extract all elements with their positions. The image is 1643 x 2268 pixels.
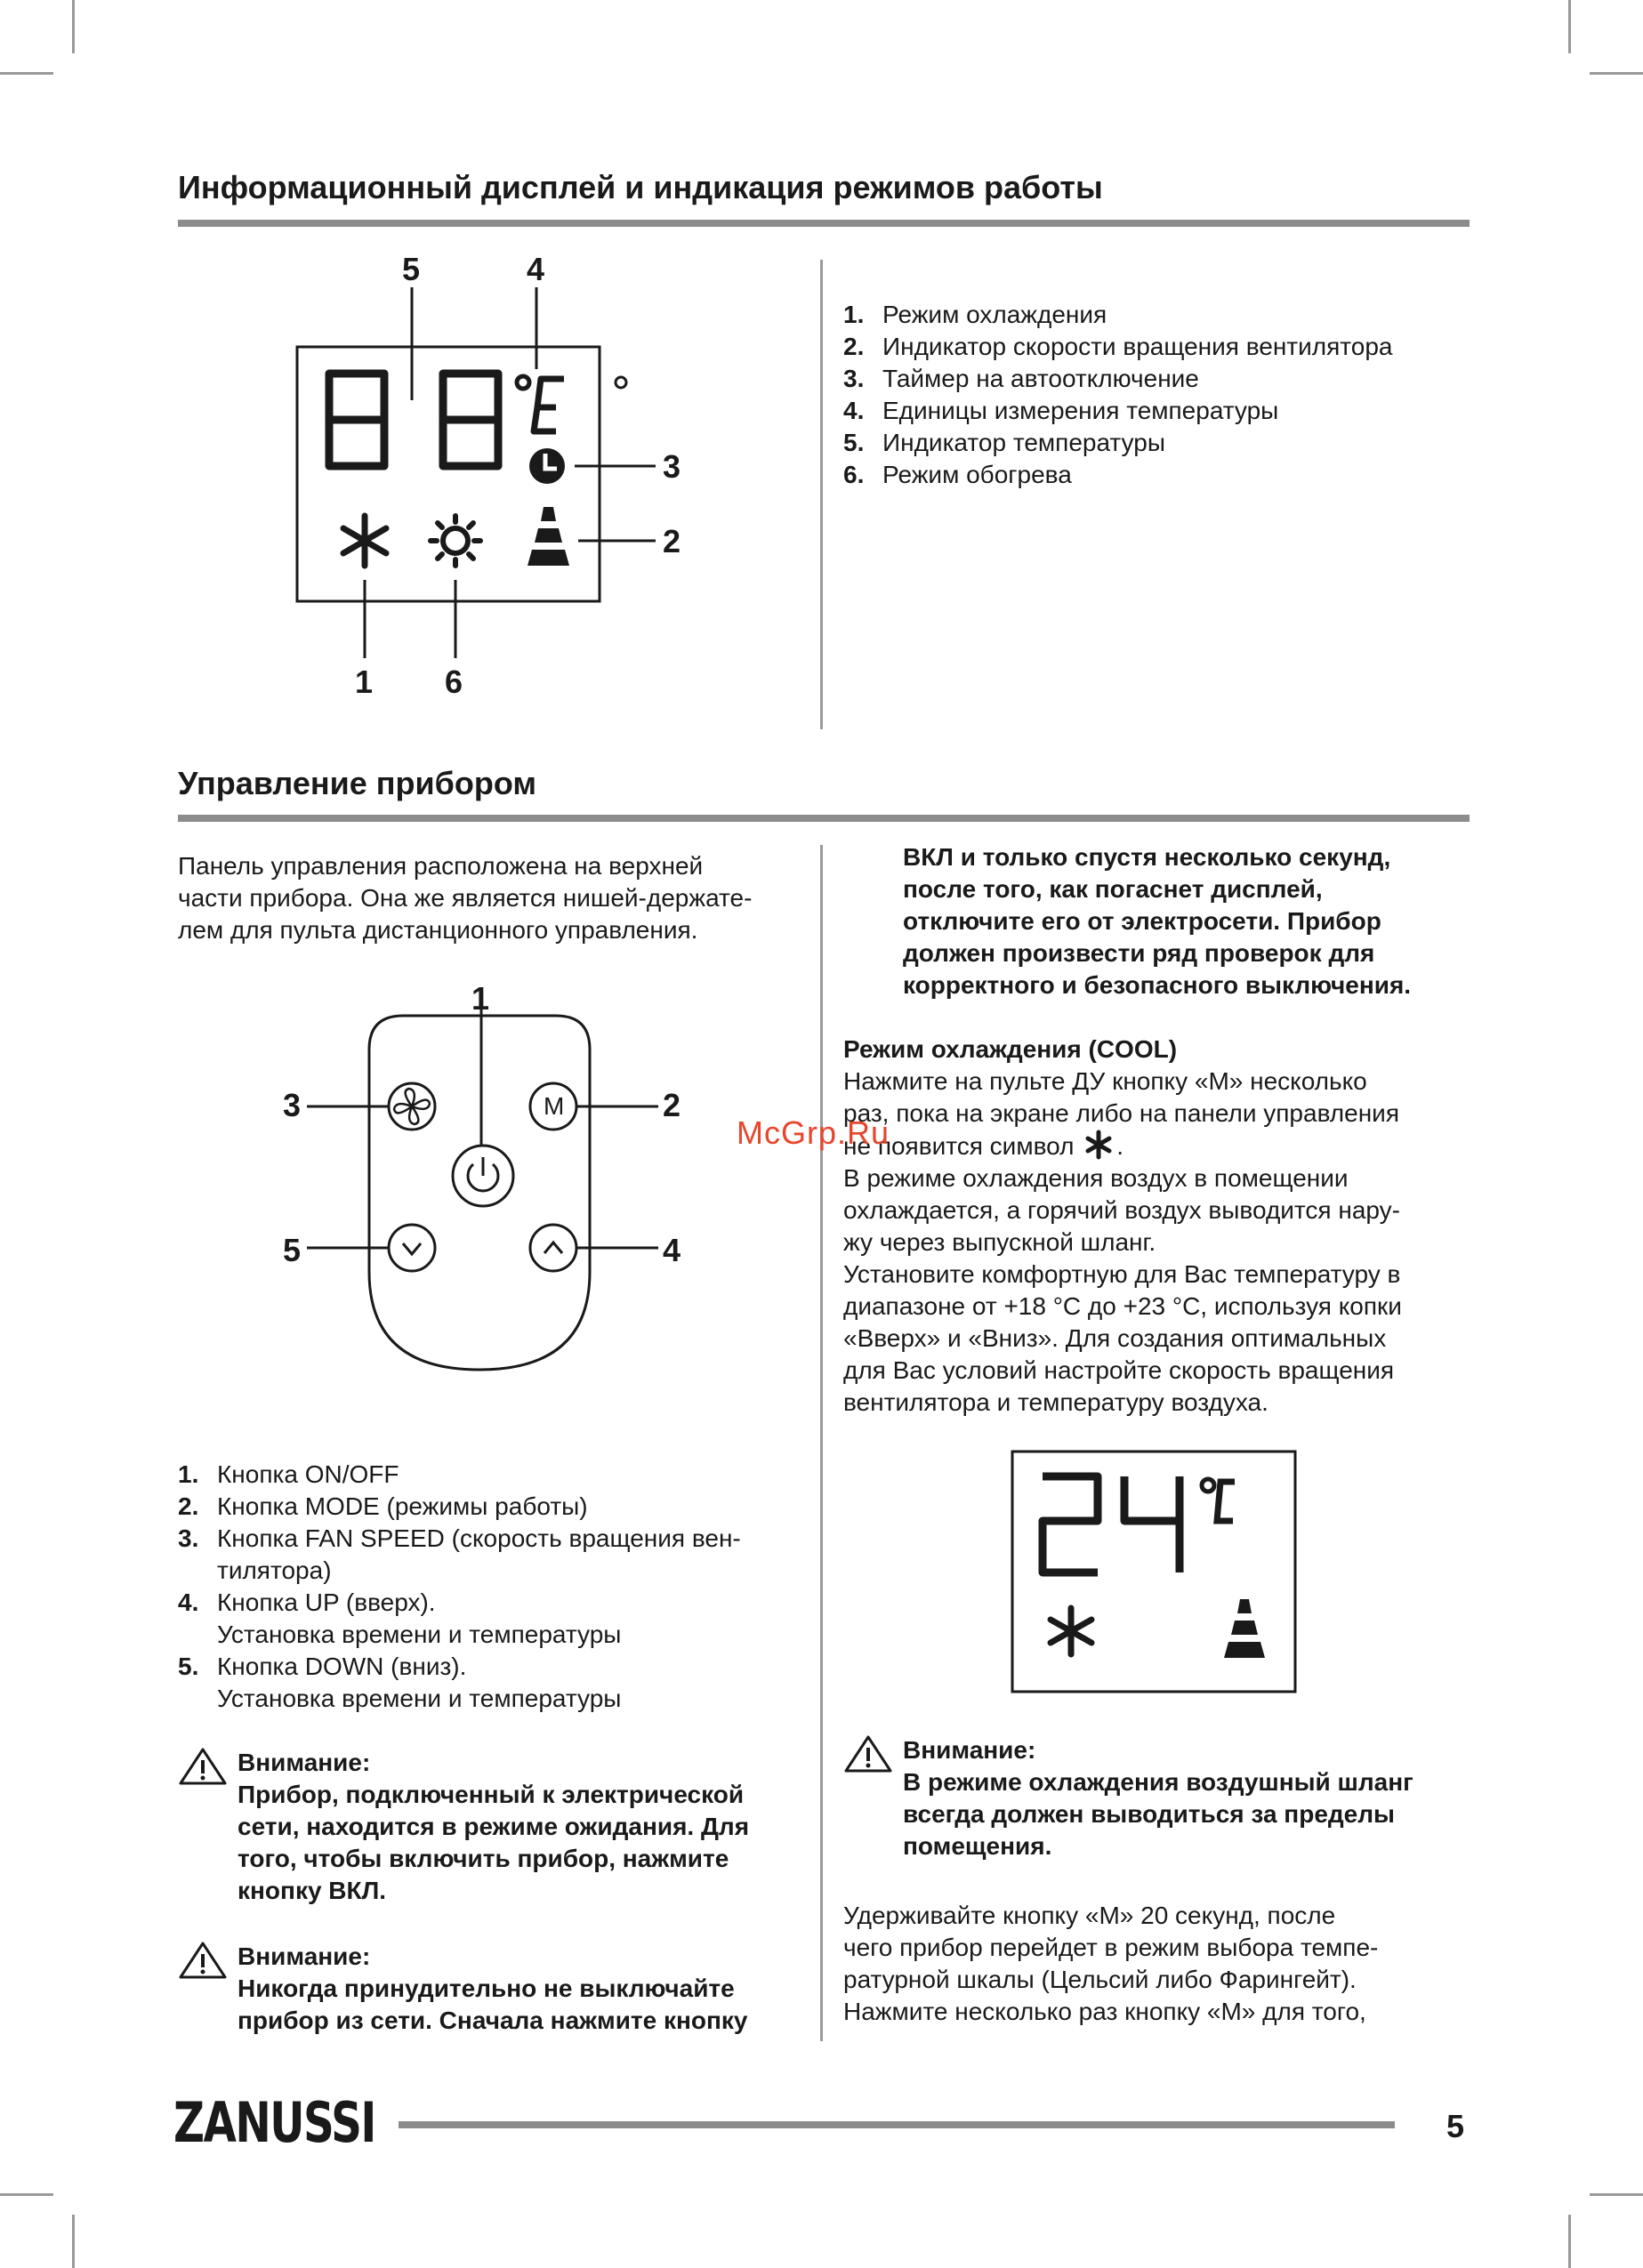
cool-mode-icon bbox=[1051, 1608, 1091, 1654]
remote-control-diagram bbox=[267, 978, 729, 1387]
list-item: 4. Кнопка UP (вверх). Установка времени и температуры bbox=[178, 1588, 622, 1648]
temperature-unit-icon bbox=[517, 376, 564, 431]
brand-logo: ZANUSSI bbox=[173, 2090, 375, 2155]
fan-speed-icon bbox=[528, 507, 569, 566]
list-item: 3. Таймер на автоотключение bbox=[843, 365, 1199, 392]
down-button bbox=[389, 1225, 435, 1271]
fan-icon bbox=[394, 1089, 430, 1124]
crop-mark bbox=[1568, 2215, 1571, 2268]
list-item: 3. Кнопка FAN SPEED (скорость вращения вен- тилятора) bbox=[178, 1524, 741, 1584]
watermark: McGrp.Ru bbox=[737, 1114, 890, 1151]
list-item: 5. Кнопка DOWN (вниз). Установка времени и температуры bbox=[178, 1653, 622, 1712]
callout-6: 6 bbox=[445, 664, 463, 700]
degree-mark bbox=[616, 377, 626, 388]
timer-icon bbox=[529, 448, 565, 484]
power-icon bbox=[468, 1157, 498, 1191]
temperature-digits bbox=[329, 374, 498, 466]
list-item: 1. Режим охлаждения bbox=[843, 301, 1107, 328]
callout-3: 3 bbox=[663, 448, 681, 485]
section-rule bbox=[178, 220, 1470, 227]
warning-continuation: ВКЛ и только спустя несколько секунд, после того, как погаснет дисплей, отключите его от электросети. Прибор должен произвести ряд проверок для корректного и безопасного выключения. bbox=[903, 843, 1412, 999]
callout-2: 2 bbox=[663, 1087, 681, 1123]
warning-title: Внимание: bbox=[903, 1736, 1036, 1764]
column-divider bbox=[820, 845, 823, 2041]
footer-rule bbox=[399, 2121, 1395, 2128]
warning-block: Внимание: В режиме охлаждения воздушный шланг всегда должен выводиться за пределы помещения. bbox=[843, 1734, 1413, 1862]
warning-block: Внимание: Прибор, подключенный к электрической сети, находится в режиме ожидания. Для того, чтобы включить прибор, нажмите кнопку ВКЛ. bbox=[178, 1747, 749, 1907]
list-item: 5. Индикатор температуры bbox=[843, 429, 1165, 456]
warning-block: Внимание: Никогда принудительно не выключайте прибор из сети. Сначала нажмите кнопку bbox=[178, 1941, 748, 2037]
cool-mode-section: Режим охлаждения (COOL) Нажмите на пульте ДУ кнопку «M» несколько раз, пока на экране либо на панели управления не появится символ . В режиме охлаждения воздух в помещении охлаждается, а горячий воздух выводится нару- жу через выпускной шланг. Установите комфортную для Вас температуру в диапазоне от +18 °C до +23 °C, используя копки «Вверх» и «Вниз». Для создания оптимальных для Вас условий настройте скорость вращения вентилятора и температуру воздуха. bbox=[843, 1035, 1402, 1416]
cool-mode-icon bbox=[343, 516, 386, 566]
chevron-up-icon bbox=[544, 1243, 562, 1253]
degree-mark bbox=[1202, 1479, 1214, 1492]
celsius-icon bbox=[1217, 1482, 1235, 1521]
callout-3: 3 bbox=[283, 1087, 302, 1123]
crop-mark bbox=[0, 72, 53, 75]
callout-5: 5 bbox=[283, 1232, 302, 1268]
intro-paragraph: Панель управления расположена на верхней части прибора. Она же является нишей-держате- лем для пульта дистанционного управления. bbox=[178, 852, 753, 944]
warning-title: Внимание: bbox=[238, 1942, 371, 1970]
section-title-display: Информационный дисплей и индикация режимов работы bbox=[178, 169, 1103, 205]
column-divider bbox=[820, 260, 823, 729]
callout-1: 1 bbox=[355, 664, 374, 700]
warning-icon bbox=[178, 1747, 228, 1786]
callout-2: 2 bbox=[663, 523, 681, 559]
callout-4: 4 bbox=[527, 251, 545, 287]
list-item: 4. Единицы измерения температуры bbox=[843, 397, 1279, 424]
warning-icon bbox=[178, 1941, 228, 1980]
section-rule bbox=[178, 815, 1470, 822]
crop-mark bbox=[72, 2215, 75, 2268]
heat-mode-icon bbox=[431, 516, 480, 566]
remote-body bbox=[369, 1016, 590, 1370]
list-item: 1. Кнопка ON/OFF bbox=[178, 1460, 399, 1488]
chevron-down-icon bbox=[403, 1243, 421, 1254]
crop-mark bbox=[1590, 2193, 1643, 2196]
callout-1: 1 bbox=[471, 980, 490, 1017]
cool-mode-heading: Режим охлаждения (COOL) bbox=[843, 1035, 1178, 1063]
warning-title: Внимание: bbox=[238, 1749, 371, 1776]
snowflake-icon bbox=[1081, 1130, 1116, 1160]
crop-mark bbox=[0, 2193, 53, 2196]
up-button bbox=[530, 1225, 576, 1271]
section-title-control: Управление прибором bbox=[178, 765, 536, 801]
crop-mark bbox=[1590, 72, 1643, 75]
list-item: 2. Кнопка MODE (режимы работы) bbox=[178, 1492, 588, 1520]
crop-mark bbox=[1568, 0, 1571, 53]
cool-display-example bbox=[1011, 1450, 1297, 1693]
list-item: 6. Режим обогрева bbox=[843, 461, 1072, 488]
scale-paragraph: Удерживайте кнопку «M» 20 секунд, после чего прибор перейдет в режим выбора темпе- ратурной шкалы (Цельсий либо Фарингейт). Нажмите несколько раз кнопку «M» для того, bbox=[843, 1902, 1379, 2025]
list-item: 2. Индикатор скорости вращения вентилятора bbox=[843, 333, 1393, 360]
display-legend-list bbox=[843, 299, 1393, 491]
button-legend-list bbox=[178, 1459, 741, 1715]
page-number: 5 bbox=[1446, 2108, 1465, 2144]
callout-5: 5 bbox=[402, 251, 421, 287]
fan-speed-icon bbox=[1224, 1599, 1265, 1658]
crop-mark bbox=[72, 0, 75, 53]
warning-icon bbox=[843, 1734, 893, 1773]
temperature-digits bbox=[1043, 1476, 1180, 1572]
callout-4: 4 bbox=[663, 1232, 681, 1268]
display-diagram bbox=[285, 249, 712, 712]
mode-button-label: M bbox=[544, 1092, 565, 1120]
